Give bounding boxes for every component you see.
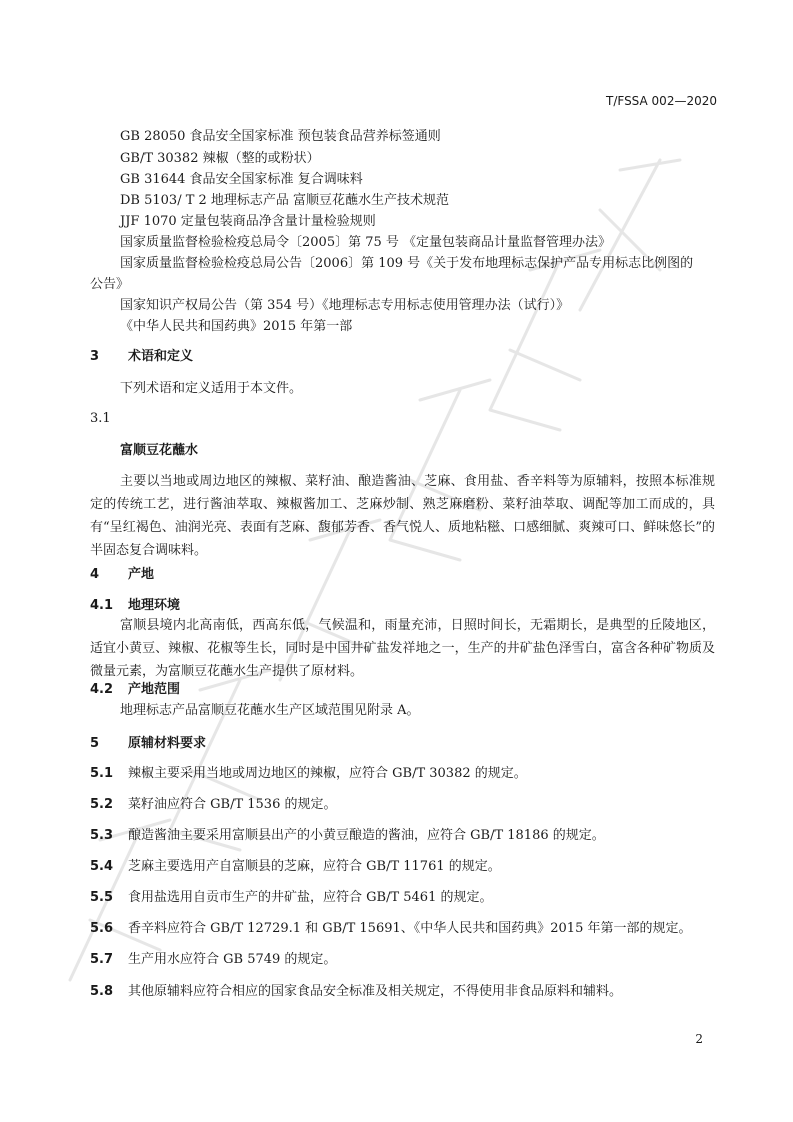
requirement-item	[90, 765, 527, 783]
reference-item: GB 28050 食品安全国家标准 预包装食品营养标签通则	[120, 129, 441, 144]
page-number: 2	[695, 1032, 703, 1046]
term-definition: 主要以当地或周边地区的辣椒、菜籽油、酿造酱油、芝麻、食用盐、香辛料等为原辅料，按照本标准规定的传统工艺，进行酱油萃取、辣椒酱加工、芝麻炒制、熟芝麻磨粉、菜籽油萃取、调配等加工而成的，具有“呈红褐色、油润光亮、表面有芝麻、馥郁芳香、香气悦人、质地粘糍、口感细腻、爽辣可口、鲜味悠长”的半固态复合调味料。	[90, 474, 715, 558]
subsection-title: 地理环境	[128, 598, 181, 613]
reference-item-continuation: 公告》	[90, 277, 130, 292]
subsection-heading-4-2	[90, 681, 180, 699]
reference-item: 国家知识产权局公告（第 354 号）《地理标志专用标志使用管理办法（试行）》	[120, 298, 570, 313]
subsection-number: 4.2	[90, 682, 114, 697]
term-name: 富顺豆花蘸水	[120, 443, 199, 458]
subsection-title: 产地范围	[128, 682, 181, 697]
item-text: 辣椒主要采用当地或周边地区的辣椒，应符合 GB/T 30382 的规定。	[128, 766, 527, 781]
item-text: 香辛料应符合 GB/T 12729.1 和 GB/T 15691、《中华人民共和国药典》2015 年第一部的规定。	[128, 921, 692, 936]
reference-item: GB/T 30382 辣椒（整的或粉状）	[120, 151, 320, 166]
subsection-text: 地理标志产品富顺豆花蘸水生产区域范围见附录 A。	[120, 703, 420, 718]
term-number: 3.1	[90, 411, 111, 426]
requirement-item	[90, 827, 605, 845]
item-text: 酿造酱油主要采用富顺县出产的小黄豆酿造的酱油，应符合 GB/T 18186 的规定。	[128, 828, 605, 843]
item-number: 5.6	[90, 921, 114, 936]
section-number: 5	[90, 736, 100, 751]
requirement-item	[90, 983, 622, 1001]
item-number: 5.7	[90, 952, 114, 967]
reference-item: 国家质量监督检验检疫总局公告〔2006〕第 109 号《关于发布地理标志保护产品专用标志比例图的	[120, 256, 694, 271]
section-number: 3	[90, 349, 100, 364]
item-text: 菜籽油应符合 GB/T 1536 的规定。	[128, 797, 337, 812]
subsection-number: 4.1	[90, 598, 114, 613]
reference-item: DB 5103/ T 2 地理标志产品 富顺豆花蘸水生产技术规范	[120, 193, 450, 208]
requirement-item	[90, 858, 501, 876]
reference-item: GB 31644 食品安全国家标准 复合调味料	[120, 172, 363, 187]
item-text: 食用盐选用自贡市生产的井矿盐，应符合 GB/T 5461 的规定。	[128, 890, 493, 905]
item-text: 芝麻主要选用产自富顺县的芝麻，应符合 GB/T 11761 的规定。	[128, 859, 501, 874]
section-title: 产地	[128, 567, 155, 582]
requirement-item	[90, 920, 691, 938]
item-number: 5.2	[90, 797, 114, 812]
item-text: 其他原辅料应符合相应的国家食品安全标准及相关规定，不得使用非食品原料和辅料。	[128, 984, 623, 999]
section-heading-3	[90, 348, 193, 366]
section-title: 原辅材料要求	[128, 736, 207, 751]
item-number: 5.3	[90, 828, 114, 843]
section-heading-5	[90, 735, 206, 753]
item-number: 5.1	[90, 766, 114, 781]
item-number: 5.5	[90, 890, 114, 905]
section-title: 术语和定义	[128, 349, 194, 364]
item-number: 5.4	[90, 859, 114, 874]
reference-item: 国家质量监督检验检疫总局令〔2005〕第 75 号 《定量包装商品计量监督管理办法》	[120, 235, 612, 250]
reference-item: JJF 1070 定量包装商品净含量计量检验规则	[120, 214, 376, 229]
requirement-item	[90, 951, 336, 969]
reference-item: 《中华人民共和国药典》2015 年第一部	[120, 319, 353, 334]
section-heading-4	[90, 566, 154, 584]
subsection-text: 富顺县境内北高南低，西高东低，气候温和，雨量充沛，日照时间长，无霜期长，是典型的丘陵地区，适宜小黄豆、辣椒、花椒等生长，同时是中国井矿盐发祥地之一，生产的井矿盐色泽雪白，富含各种矿物质及微量元素，为富顺豆花蘸水生产提供了原材料。	[90, 618, 715, 679]
requirement-item	[90, 796, 336, 814]
section-number: 4	[90, 567, 100, 582]
item-number: 5.8	[90, 984, 114, 999]
subsection-heading-4-1	[90, 597, 180, 615]
section-intro: 下列术语和定义适用于本文件。	[120, 381, 303, 396]
item-text: 生产用水应符合 GB 5749 的规定。	[128, 952, 337, 967]
requirement-item	[90, 889, 492, 907]
document-code: T/FSSA 002—2020	[606, 94, 717, 108]
